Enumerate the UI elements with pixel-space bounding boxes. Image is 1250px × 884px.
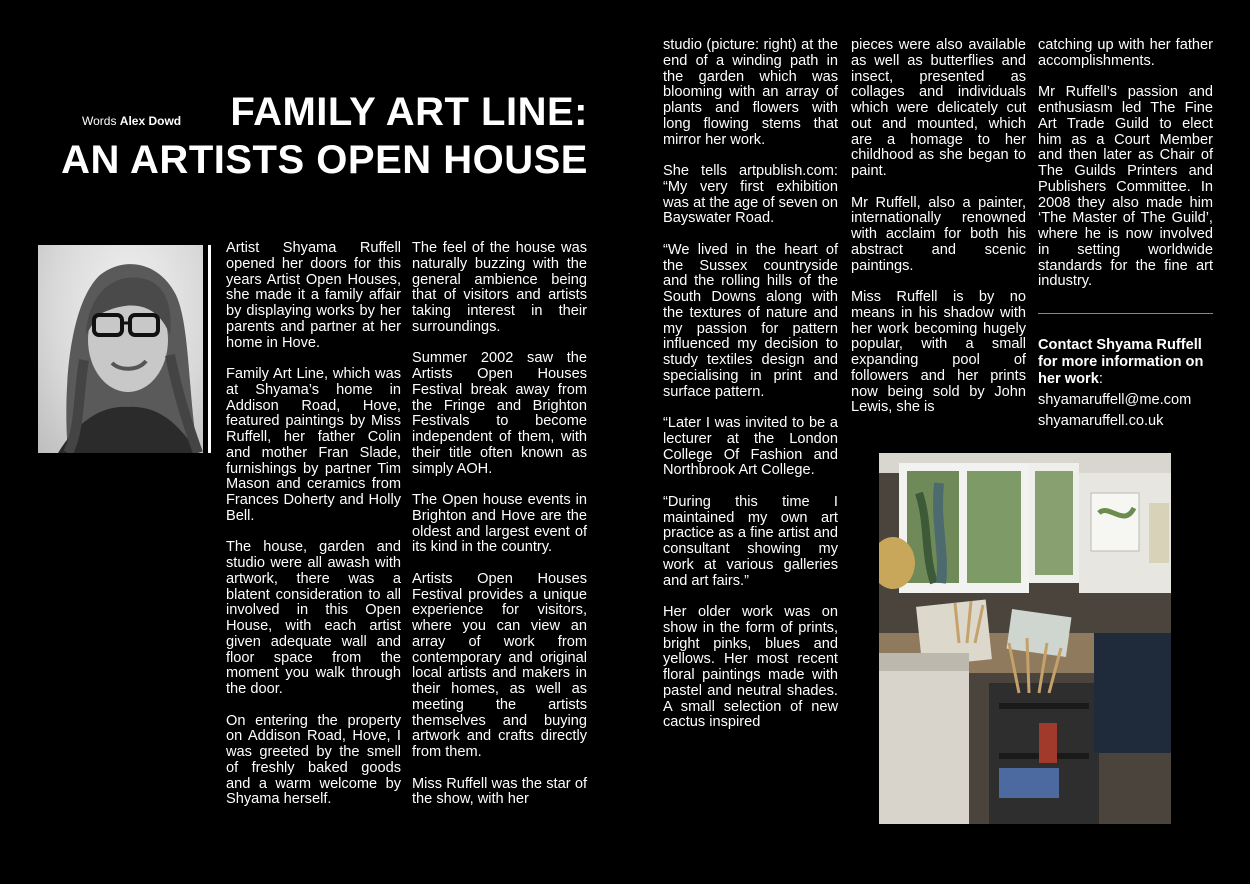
paragraph: Artist Shyama Ruffell opened her doors for this years Artist Open Houses, she made it a family affair by displaying works by her parents and partner at her home in Hove. (226, 240, 401, 351)
contact-lead: Contact Shyama Ruffell for more information on her work (1038, 337, 1204, 387)
studio-photo (879, 453, 1171, 824)
paragraph: Miss Ruffell was the star of the show, with her (412, 775, 587, 808)
paragraph: Summer 2002 saw the Artists Open Houses Festival break away from the Fringe and Brighton Festivals to become independent of them, with their title often known as simply AOH. (412, 350, 587, 477)
article-column-2 (412, 241, 587, 824)
paragraph: Mr Ruffell, also a painter, internationally renowned with acclaim for both his abstract and scenic paintings. (851, 194, 1026, 274)
paragraph: studio (picture: right) at the end of a winding path in the garden which was blooming with an array of plants and flowers with long flowing stems that mirror her work. (663, 37, 838, 148)
paragraph: Miss Ruffell is by no means in his shadow with her work becoming hugely popular, with a small expanding pool of followers and her prints now being sold by John Lewis, she is (851, 289, 1026, 416)
article-column-5 (1038, 38, 1213, 306)
portrait-photo (38, 245, 203, 453)
contact-colon: : (1098, 371, 1103, 387)
paragraph: The house, garden and studio were all awash with artwork, there was a blatent consideration to all involved in this Open House, with each artist given adequate wall and floor space from the moment you walk through the door. (226, 539, 401, 697)
paragraph: “We lived in the heart of the Sussex countryside and the rolling hills of the South Downs along with the textures of nature and my passion for pattern influenced my decision to study textiles design and specialising in print and surface pattern. (663, 241, 838, 400)
paragraph: The feel of the house was naturally buzzing with the general ambience being that of visitors and artists taking interest in their surroundings. (412, 240, 587, 335)
paragraph: Her older work was on show in the form of prints, bright pinks, blues and yellows. Her most recent floral paintings made with pastel and neutral shades. A small selection of new cactus inspired (663, 604, 838, 731)
portrait-divider (208, 245, 211, 453)
paragraph: Mr Ruffell’s passion and enthusiasm led The Fine Art Trade Guild to elect him as a Court Member and then later as Chair of The Guilds Printers and Publishers Committee. In 2008 they also made him ‘The Master of The Guild’, where he is now involved in setting worldwide standards for the fine art industry. (1038, 84, 1213, 290)
headline (40, 88, 588, 184)
paragraph: “Later I was invited to be a lecturer at the London College Of Fashion and Northbrook Art College. (663, 415, 838, 479)
contact-box (1038, 337, 1218, 430)
studio-illustration (879, 453, 1171, 824)
paragraph: “During this time I maintained my own art practice as a fine artist and consultant showing my work at various galleries and art fairs.” (663, 493, 838, 589)
headline-line-2: AN ARTISTS OPEN HOUSE (61, 138, 588, 182)
contact-divider (1038, 313, 1213, 314)
paragraph: The Open house events in Brighton and Hove are the oldest and largest event of its kind in the country. (412, 492, 587, 556)
contact-email[interactable]: shyamaruffell@me.com (1038, 392, 1192, 408)
article-column-1 (226, 241, 401, 824)
byline-author: Alex Dowd (119, 114, 182, 128)
paragraph: She tells artpublish.com: “My very first exhibition was at the age of seven on Bayswater Road. (663, 163, 838, 227)
contact-website[interactable]: shyamaruffell.co.uk (1038, 413, 1164, 429)
article-column-4 (851, 38, 1026, 432)
paragraph: On entering the property on Addison Road, Hove, I was greeted by the smell of freshly baked goods and a warm welcome by Shyama herself. (226, 712, 401, 808)
paragraph: Artists Open Houses Festival provides a unique experience for visitors, where you can view an array of work from contemporary and original local artists and makers in their homes, as well as meeting the artists themselves and buying artwork and crafts directly from them. (412, 570, 587, 760)
paragraph: catching up with her father accomplishments. (1038, 37, 1213, 69)
paragraph: pieces were also available as well as butterflies and insect, presented as collages and individuals which were delicately cut out and mounted, which are a homage to her childhood as she began to paint. (851, 37, 1026, 179)
article-column-3 (663, 38, 838, 747)
byline-prefix: Words (82, 114, 117, 128)
portrait-illustration (38, 245, 203, 453)
paragraph: Family Art Line, which was at Shyama’s home in Addison Road, Hove, featured paintings by Miss Ruffell, her father Colin and mother Fran Slade, furnishings by partner Tim Mason and ceramics from Frances Doherty and Holly Bell. (226, 366, 401, 524)
headline-line-1: FAMILY ART LINE: (230, 90, 588, 134)
